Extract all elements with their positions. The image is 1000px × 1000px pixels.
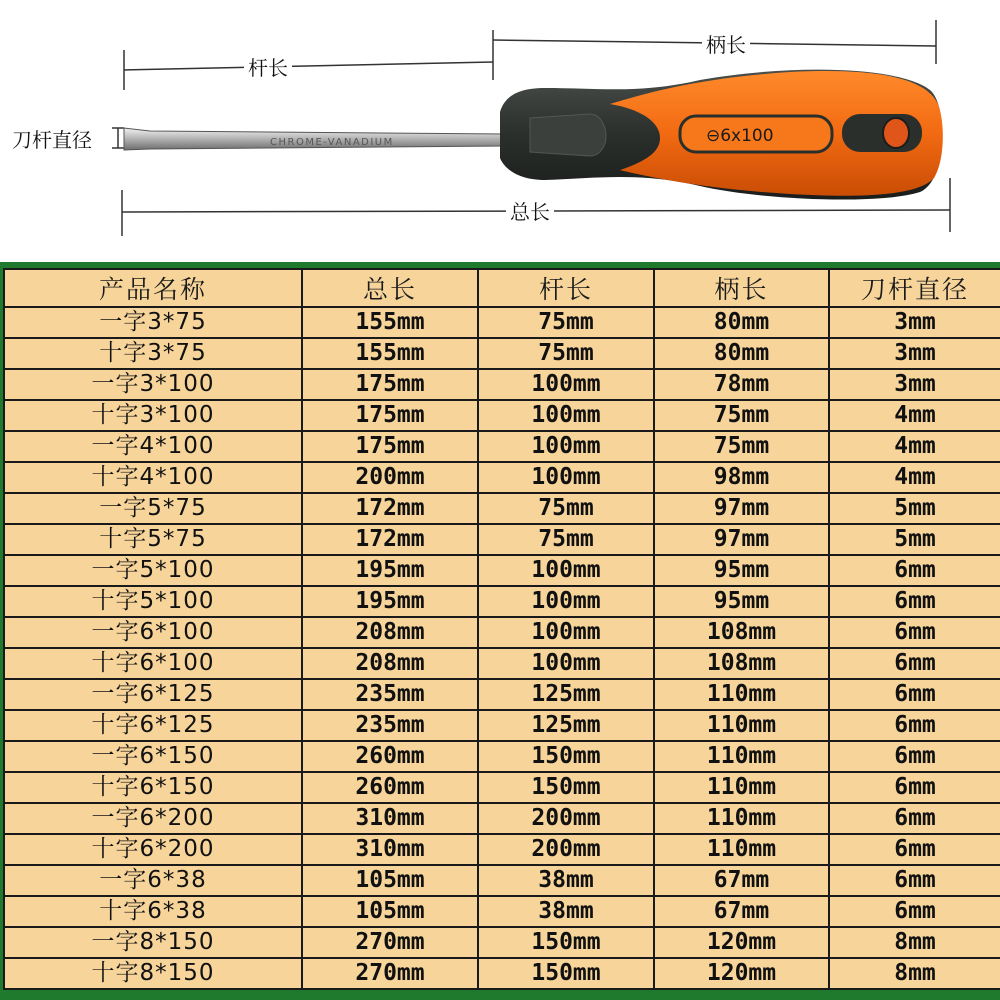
cell-total-length: 155mm: [302, 338, 478, 369]
cell-product-name: 十字6*150: [4, 772, 302, 803]
cell-total-length: 260mm: [302, 741, 478, 772]
table-row: [4, 772, 1000, 803]
shaft-diameter-label: 刀杆直径: [12, 128, 92, 152]
cell-shaft-length: 100mm: [478, 400, 654, 431]
cell-total-length: 260mm: [302, 772, 478, 803]
cell-handle-length: 108mm: [654, 617, 829, 648]
cell-shaft-length: 150mm: [478, 958, 654, 989]
cell-shaft-length: 150mm: [478, 927, 654, 958]
cell-handle-length: 98mm: [654, 462, 829, 493]
cell-shaft-diameter: 8mm: [829, 927, 1000, 958]
cell-product-name: 一字6*38: [4, 865, 302, 896]
cell-product-name: 一字3*75: [4, 307, 302, 338]
cell-total-length: 310mm: [302, 803, 478, 834]
cell-shaft-diameter: 6mm: [829, 710, 1000, 741]
cell-shaft-diameter: 6mm: [829, 648, 1000, 679]
cell-handle-length: 120mm: [654, 927, 829, 958]
cell-shaft-length: 100mm: [478, 555, 654, 586]
front-grip-pad: [530, 114, 606, 156]
table-row: [4, 927, 1000, 958]
cell-handle-length: 108mm: [654, 648, 829, 679]
cell-shaft-diameter: 6mm: [829, 865, 1000, 896]
cell-product-name: 十字6*38: [4, 896, 302, 927]
cell-handle-length: 110mm: [654, 741, 829, 772]
cell-shaft-length: 100mm: [478, 431, 654, 462]
cell-product-name: 一字5*75: [4, 493, 302, 524]
table-row: [4, 586, 1000, 617]
cell-total-length: 172mm: [302, 493, 478, 524]
table-header-row: [4, 269, 1000, 307]
cell-total-length: 155mm: [302, 307, 478, 338]
spec-table-frame: [0, 262, 1000, 1000]
cell-handle-length: 80mm: [654, 307, 829, 338]
table-row: [4, 834, 1000, 865]
cell-product-name: 十字5*75: [4, 524, 302, 555]
cell-shaft-length: 200mm: [478, 803, 654, 834]
cell-product-name: 十字8*150: [4, 958, 302, 989]
cell-shaft-length: 75mm: [478, 524, 654, 555]
cell-shaft-diameter: 6mm: [829, 834, 1000, 865]
cell-total-length: 208mm: [302, 648, 478, 679]
cell-total-length: 270mm: [302, 927, 478, 958]
cell-handle-length: 78mm: [654, 369, 829, 400]
cell-shaft-length: 150mm: [478, 772, 654, 803]
cell-shaft-diameter: 6mm: [829, 741, 1000, 772]
cell-shaft-length: 100mm: [478, 462, 654, 493]
cell-product-name: 一字4*100: [4, 431, 302, 462]
cell-shaft-length: 38mm: [478, 896, 654, 927]
cell-product-name: 十字3*75: [4, 338, 302, 369]
cell-shaft-diameter: 6mm: [829, 772, 1000, 803]
header-handle-length: 柄长: [654, 269, 829, 307]
cell-product-name: 一字6*150: [4, 741, 302, 772]
cell-total-length: 270mm: [302, 958, 478, 989]
cell-shaft-length: 100mm: [478, 617, 654, 648]
table-row: [4, 648, 1000, 679]
cell-handle-length: 120mm: [654, 958, 829, 989]
cell-handle-length: 110mm: [654, 834, 829, 865]
cell-shaft-diameter: 6mm: [829, 803, 1000, 834]
cell-handle-length: 97mm: [654, 524, 829, 555]
cell-shaft-diameter: 6mm: [829, 679, 1000, 710]
cell-handle-length: 95mm: [654, 586, 829, 617]
cell-product-name: 一字6*100: [4, 617, 302, 648]
cell-handle-length: 110mm: [654, 803, 829, 834]
header-shaft-length: 杆长: [478, 269, 654, 307]
screwdriver-illustration: [0, 0, 1000, 262]
cell-total-length: 105mm: [302, 896, 478, 927]
table-row: [4, 896, 1000, 927]
cell-shaft-length: 38mm: [478, 865, 654, 896]
cell-shaft-length: 200mm: [478, 834, 654, 865]
cell-total-length: 195mm: [302, 586, 478, 617]
table-row: [4, 369, 1000, 400]
cell-total-length: 175mm: [302, 400, 478, 431]
table-row: [4, 803, 1000, 834]
cell-product-name: 十字3*100: [4, 400, 302, 431]
cell-product-name: 十字4*100: [4, 462, 302, 493]
table-row: [4, 307, 1000, 338]
table-row: [4, 493, 1000, 524]
shaft-length-line: [124, 62, 493, 70]
cell-shaft-diameter: 5mm: [829, 524, 1000, 555]
cell-shaft-length: 100mm: [478, 369, 654, 400]
hang-hole-icon: [883, 118, 909, 148]
cell-shaft-diameter: 3mm: [829, 307, 1000, 338]
cell-shaft-length: 75mm: [478, 307, 654, 338]
cell-total-length: 310mm: [302, 834, 478, 865]
spec-table: [3, 268, 1000, 990]
cell-handle-length: 75mm: [654, 400, 829, 431]
cell-shaft-length: 75mm: [478, 493, 654, 524]
table-row: [4, 462, 1000, 493]
table-row: [4, 524, 1000, 555]
cell-product-name: 十字6*125: [4, 710, 302, 741]
shaft-length-label: 杆长: [244, 56, 292, 80]
shaft-marking: CHROME-VANADIUM: [270, 137, 394, 148]
handle-marking: ⊖6x100: [706, 126, 774, 146]
table-row: [4, 865, 1000, 896]
cell-handle-length: 80mm: [654, 338, 829, 369]
cell-shaft-diameter: 4mm: [829, 400, 1000, 431]
cell-shaft-diameter: 6mm: [829, 555, 1000, 586]
table-row: [4, 710, 1000, 741]
cell-total-length: 172mm: [302, 524, 478, 555]
cell-handle-length: 97mm: [654, 493, 829, 524]
cell-product-name: 一字5*100: [4, 555, 302, 586]
cell-shaft-length: 100mm: [478, 648, 654, 679]
table-body: [4, 307, 1000, 989]
cell-shaft-length: 125mm: [478, 679, 654, 710]
cell-product-name: 一字8*150: [4, 927, 302, 958]
header-shaft-diameter: 刀杆直径: [829, 269, 1000, 307]
cell-handle-length: 110mm: [654, 679, 829, 710]
cell-shaft-diameter: 4mm: [829, 462, 1000, 493]
cell-product-name: 一字6*200: [4, 803, 302, 834]
cell-handle-length: 67mm: [654, 896, 829, 927]
table-row: [4, 431, 1000, 462]
cell-handle-length: 75mm: [654, 431, 829, 462]
cell-handle-length: 110mm: [654, 772, 829, 803]
cell-shaft-diameter: 4mm: [829, 431, 1000, 462]
cell-total-length: 195mm: [302, 555, 478, 586]
cell-shaft-diameter: 5mm: [829, 493, 1000, 524]
cell-shaft-length: 75mm: [478, 338, 654, 369]
cell-product-name: 十字6*100: [4, 648, 302, 679]
cell-shaft-diameter: 3mm: [829, 369, 1000, 400]
total-length-label: 总长: [506, 200, 554, 224]
header-total-length: 总长: [302, 269, 478, 307]
cell-shaft-diameter: 6mm: [829, 896, 1000, 927]
cell-total-length: 200mm: [302, 462, 478, 493]
cell-shaft-length: 125mm: [478, 710, 654, 741]
cell-product-name: 十字5*100: [4, 586, 302, 617]
screwdriver-diagram: [0, 0, 1000, 262]
cell-total-length: 105mm: [302, 865, 478, 896]
table-row: [4, 400, 1000, 431]
cell-total-length: 175mm: [302, 369, 478, 400]
cell-total-length: 235mm: [302, 710, 478, 741]
table-row: [4, 679, 1000, 710]
cell-total-length: 235mm: [302, 679, 478, 710]
cell-product-name: 十字6*200: [4, 834, 302, 865]
cell-handle-length: 95mm: [654, 555, 829, 586]
cell-product-name: 一字3*100: [4, 369, 302, 400]
cell-shaft-length: 150mm: [478, 741, 654, 772]
table-row: [4, 617, 1000, 648]
cell-product-name: 一字6*125: [4, 679, 302, 710]
table-row: [4, 741, 1000, 772]
cell-shaft-diameter: 3mm: [829, 338, 1000, 369]
cell-shaft-diameter: 6mm: [829, 617, 1000, 648]
table-row: [4, 338, 1000, 369]
cell-total-length: 208mm: [302, 617, 478, 648]
table-row: [4, 958, 1000, 989]
table-row: [4, 555, 1000, 586]
cell-shaft-length: 100mm: [478, 586, 654, 617]
cell-handle-length: 110mm: [654, 710, 829, 741]
cell-shaft-diameter: 6mm: [829, 586, 1000, 617]
handle-length-label: 柄长: [702, 33, 750, 57]
cell-handle-length: 67mm: [654, 865, 829, 896]
cell-shaft-diameter: 8mm: [829, 958, 1000, 989]
header-product-name: 产品名称: [4, 269, 302, 307]
cell-total-length: 175mm: [302, 431, 478, 462]
